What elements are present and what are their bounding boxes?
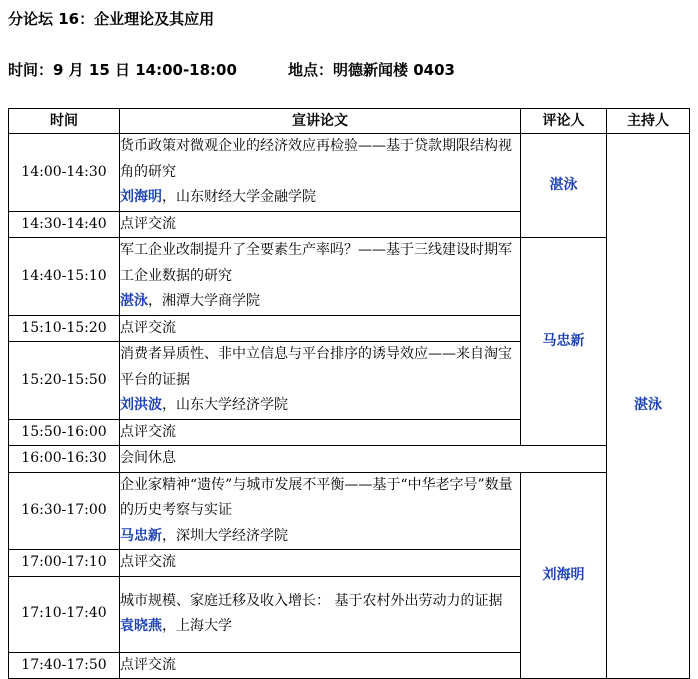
paper-author-line (120, 614, 520, 640)
table-row (9, 472, 690, 550)
discussion-cell: 点评交流 (120, 419, 521, 446)
column-header-host: 主持人 (607, 109, 690, 134)
session-time: 时间：9 月 15 日 14:00-18:00 (8, 61, 237, 79)
table-header-row (9, 109, 690, 134)
table-row (9, 238, 690, 316)
paper-author-line (120, 524, 520, 550)
commentator-cell: 湛泳 (521, 134, 607, 238)
time-cell: 14:40-15:10 (9, 238, 120, 316)
column-header-time: 时间 (9, 109, 120, 134)
discussion-cell: 点评交流 (120, 315, 521, 342)
time-cell: 16:30-17:00 (9, 472, 120, 550)
paper-author-line (120, 289, 520, 315)
paper-title: 军工企业改制提升了全要素生产率吗？——基于三线建设时期军工企业数据的研究 (120, 242, 512, 284)
schedule-table (8, 108, 690, 679)
time-cell: 14:30-14:40 (9, 211, 120, 238)
paper-cell (120, 472, 521, 550)
time-cell: 17:10-17:40 (9, 576, 120, 652)
session-info (8, 57, 455, 83)
column-header-paper: 宣讲论文 (120, 109, 521, 134)
discussion-cell: 点评交流 (120, 211, 521, 238)
paper-cell (120, 134, 521, 212)
column-header-commentator: 评论人 (521, 109, 607, 134)
host-cell: 湛泳 (607, 134, 690, 679)
paper-cell (120, 576, 521, 652)
discussion-cell: 点评交流 (120, 550, 521, 577)
author-affiliation: ，深圳大学经济学院 (162, 527, 288, 544)
author-affiliation: ，山东财经大学金融学院 (162, 189, 316, 205)
paper-cell (120, 342, 521, 420)
time-cell: 15:50-16:00 (9, 419, 120, 446)
paper-title: 城市规模、家庭迁移及收入增长： 基于农村外出劳动力的证据 (120, 592, 503, 609)
paper-title: 消费者异质性、非中立信息与平台排序的诱导效应——来自淘宝平台的证据 (120, 346, 512, 388)
author-name: 湛泳 (120, 293, 148, 309)
time-cell: 15:10-15:20 (9, 315, 120, 342)
commentator-cell: 刘海明 (521, 472, 607, 679)
paper-cell (120, 238, 521, 316)
author-name: 袁晓燕 (120, 618, 162, 634)
table-row (9, 446, 690, 473)
session-place: 地点：明德新闻楼 0403 (288, 61, 455, 79)
paper-title: 货币政策对微观企业的经济效应再检验——基于贷款期限结构视角的研究 (120, 138, 512, 180)
author-affiliation: ，山东大学经济学院 (162, 397, 288, 413)
time-cell: 17:40-17:50 (9, 652, 120, 679)
author-affiliation: ，上海大学 (162, 618, 232, 634)
time-cell: 15:20-15:50 (9, 342, 120, 420)
author-name: 刘海明 (120, 189, 162, 205)
paper-author-line (120, 393, 520, 419)
page-title: 分论坛 16：企业理论及其应用 (8, 10, 215, 28)
commentator-cell: 马忠新 (521, 238, 607, 446)
author-name: 刘洪波 (120, 397, 162, 413)
break-cell: 会间休息 (120, 446, 607, 473)
time-cell: 16:00-16:30 (9, 446, 120, 473)
table-row (9, 134, 690, 212)
author-affiliation: ，湘潭大学商学院 (148, 293, 260, 309)
paper-author-line (120, 185, 520, 211)
paper-title: 企业家精神“遗传”与城市发展不平衡——基于“中华老字号”数量的历史考察与实证 (120, 476, 513, 518)
discussion-cell: 点评交流 (120, 652, 521, 679)
time-cell: 14:00-14:30 (9, 134, 120, 212)
time-cell: 17:00-17:10 (9, 550, 120, 577)
author-name: 马忠新 (120, 527, 162, 544)
